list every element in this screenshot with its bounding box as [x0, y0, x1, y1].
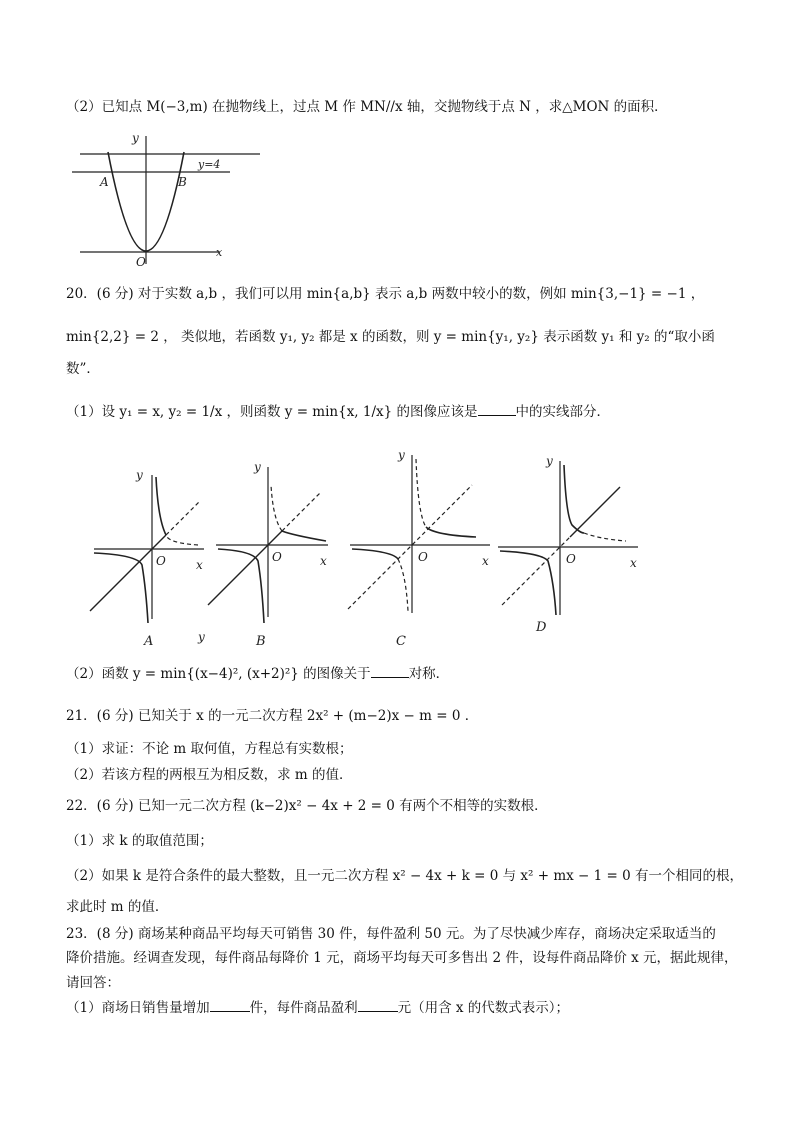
q20-intro-line2: min{2,2} = 2 ， 类似地，若函数 y₁, y₂ 都是 x 的函数，则 y = min{y₁, y₂} 表示函数 y₁ 和 y₂ 的“取小函	[66, 329, 715, 345]
graph-a-option-label: A	[144, 634, 154, 649]
graph-a-line-solid-lower	[90, 549, 152, 611]
q19-point-a-label: A	[100, 175, 109, 189]
graph-option-a	[90, 468, 204, 623]
q22-part2-line2: 求此时 m 的值．	[66, 899, 169, 915]
q20-part1-before: （1）设 y₁ = x, y₂ = 1/x ，则函数 y = min{x, 1/x} 的图像应该是	[66, 404, 478, 420]
graph-a-hyperbola-q1-dash	[166, 535, 198, 545]
graph-d-hyperbola-q3	[500, 551, 556, 615]
graph-b-line-solid	[208, 531, 282, 605]
graph-a-x-label: x	[196, 558, 203, 572]
q20-part2-after: 对称．	[408, 666, 450, 682]
q19-origin-label: O	[136, 255, 146, 269]
q19-x-label: x	[216, 246, 223, 259]
graph-d-x-label: x	[630, 556, 637, 570]
graph-b-y-label: y	[254, 460, 261, 474]
graph-d-origin-label: O	[566, 552, 576, 566]
graph-d-option-label: D	[536, 620, 547, 635]
graph-a-line-dashed	[166, 501, 200, 535]
q20-part1	[66, 403, 610, 421]
q23-part1-c: 元（用含 x 的代数式表示）；	[397, 1000, 570, 1016]
q22-stem: 22．(6 分) 已知一元二次方程 (k−2)x² − 4x + 2 = 0 有两个不相等的实数根．	[66, 798, 548, 814]
q19-line-label: y=4	[198, 158, 221, 171]
graph-b-x-label: x	[320, 554, 327, 568]
q20-intro-line3: 数”．	[66, 361, 100, 377]
graph-c-origin-label: O	[418, 550, 428, 564]
q19-parabola-figure	[70, 128, 270, 270]
graph-c-line-dashed	[348, 485, 472, 609]
q22-part2-line1: （2）如果 k 是符合条件的最大整数，且一元二次方程 x² − 4x + k = 0 与 x² + mx − 1 = 0 有一个相同的根，	[66, 868, 743, 884]
graph-c-hyperbola-q3-solid	[352, 549, 398, 559]
graph-option-c	[348, 448, 490, 613]
graph-b-origin-label: O	[272, 550, 282, 564]
q23-line1: 23．(8 分) 商场某种商品平均每天可销售 30 件，每件盈利 50 元。为了尽快减少库存，商场决定采取适当的	[66, 926, 716, 942]
q19-y-label: y	[132, 131, 139, 145]
q23-part1-blank2	[358, 1011, 398, 1012]
graph-a-hyperbola-q1-solid	[156, 477, 166, 535]
graph-d-y-label: y	[546, 454, 553, 468]
q19-point-b-label: B	[178, 175, 187, 189]
graph-b-line-dashed	[282, 493, 320, 531]
q23-part1	[66, 999, 569, 1017]
graph-b-hyperbola-q1-dash	[271, 485, 282, 531]
graph-c-x-label: x	[482, 554, 489, 568]
graph-c-hyperbola-q3-dash	[398, 559, 408, 611]
graph-c-hyperbola-q1-solid	[426, 527, 476, 537]
q21-part2: （2）若该方程的两根互为相反数，求 m 的值．	[66, 767, 353, 783]
q20-part1-after: 中的实线部分．	[515, 404, 611, 420]
q23-part1-b: 件，每件商品盈利	[249, 1000, 358, 1016]
graph-b-hyperbola-q1-solid	[282, 531, 326, 541]
q20-part2	[66, 665, 449, 683]
graph-stray-y-label: y	[198, 630, 205, 644]
graph-d-hyperbola-q1-dash	[584, 533, 626, 541]
q20-option-graphs	[80, 445, 650, 650]
q23-line3: 请回答：	[66, 975, 120, 991]
graph-a-y-label: y	[136, 468, 143, 482]
graph-c-y-label: y	[398, 448, 405, 462]
graph-d-hyperbola-q1-solid	[564, 465, 584, 533]
q21-stem: 21．(6 分) 已知关于 x 的一元二次方程 2x² + (m−2)x − m = 0 ．	[66, 708, 479, 724]
graph-option-b	[208, 460, 328, 623]
q23-part1-blank1	[210, 1011, 250, 1012]
graph-b-hyperbola-q3	[218, 549, 264, 623]
q21-part1: （1）求证：不论 m 取何值，方程总有实数根；	[66, 741, 353, 757]
graph-option-d	[498, 454, 638, 615]
q23-line2: 降价措施。经调查发现，每件商品每降价 1 元，商场平均每天可多售出 2 件，设每件商品降价 x 元，据此规律，	[66, 950, 738, 966]
q22-part1: （1）求 k 的取值范围；	[66, 833, 213, 849]
graph-a-hyperbola-q3	[94, 553, 148, 623]
graph-b-option-label: B	[256, 634, 266, 649]
graph-c-hyperbola-q1-dash	[416, 459, 426, 527]
graph-c-option-label: C	[396, 634, 406, 649]
graph-a-line-solid-upper	[152, 535, 166, 549]
q20-part2-before: （2）函数 y = min{(x−4)², (x+2)²} 的图像关于	[66, 666, 371, 682]
q20-intro-line1: 20．(6 分) 对于实数 a,b ，我们可以用 min{a,b} 表示 a,b 两数中较小的数，例如 min{3,−1} = −1 ，	[66, 286, 705, 302]
q23-part1-a: （1）商场日销售量增加	[66, 1000, 210, 1016]
q19-part2-text: （2）已知点 M(−3,m) 在抛物线上，过点 M 作 MN//x 轴，交抛物线于点 N ，求△MON 的面积．	[66, 99, 668, 115]
q20-part1-blank	[478, 415, 516, 416]
graph-a-origin-label: O	[156, 554, 166, 568]
q20-part2-blank	[371, 677, 409, 678]
